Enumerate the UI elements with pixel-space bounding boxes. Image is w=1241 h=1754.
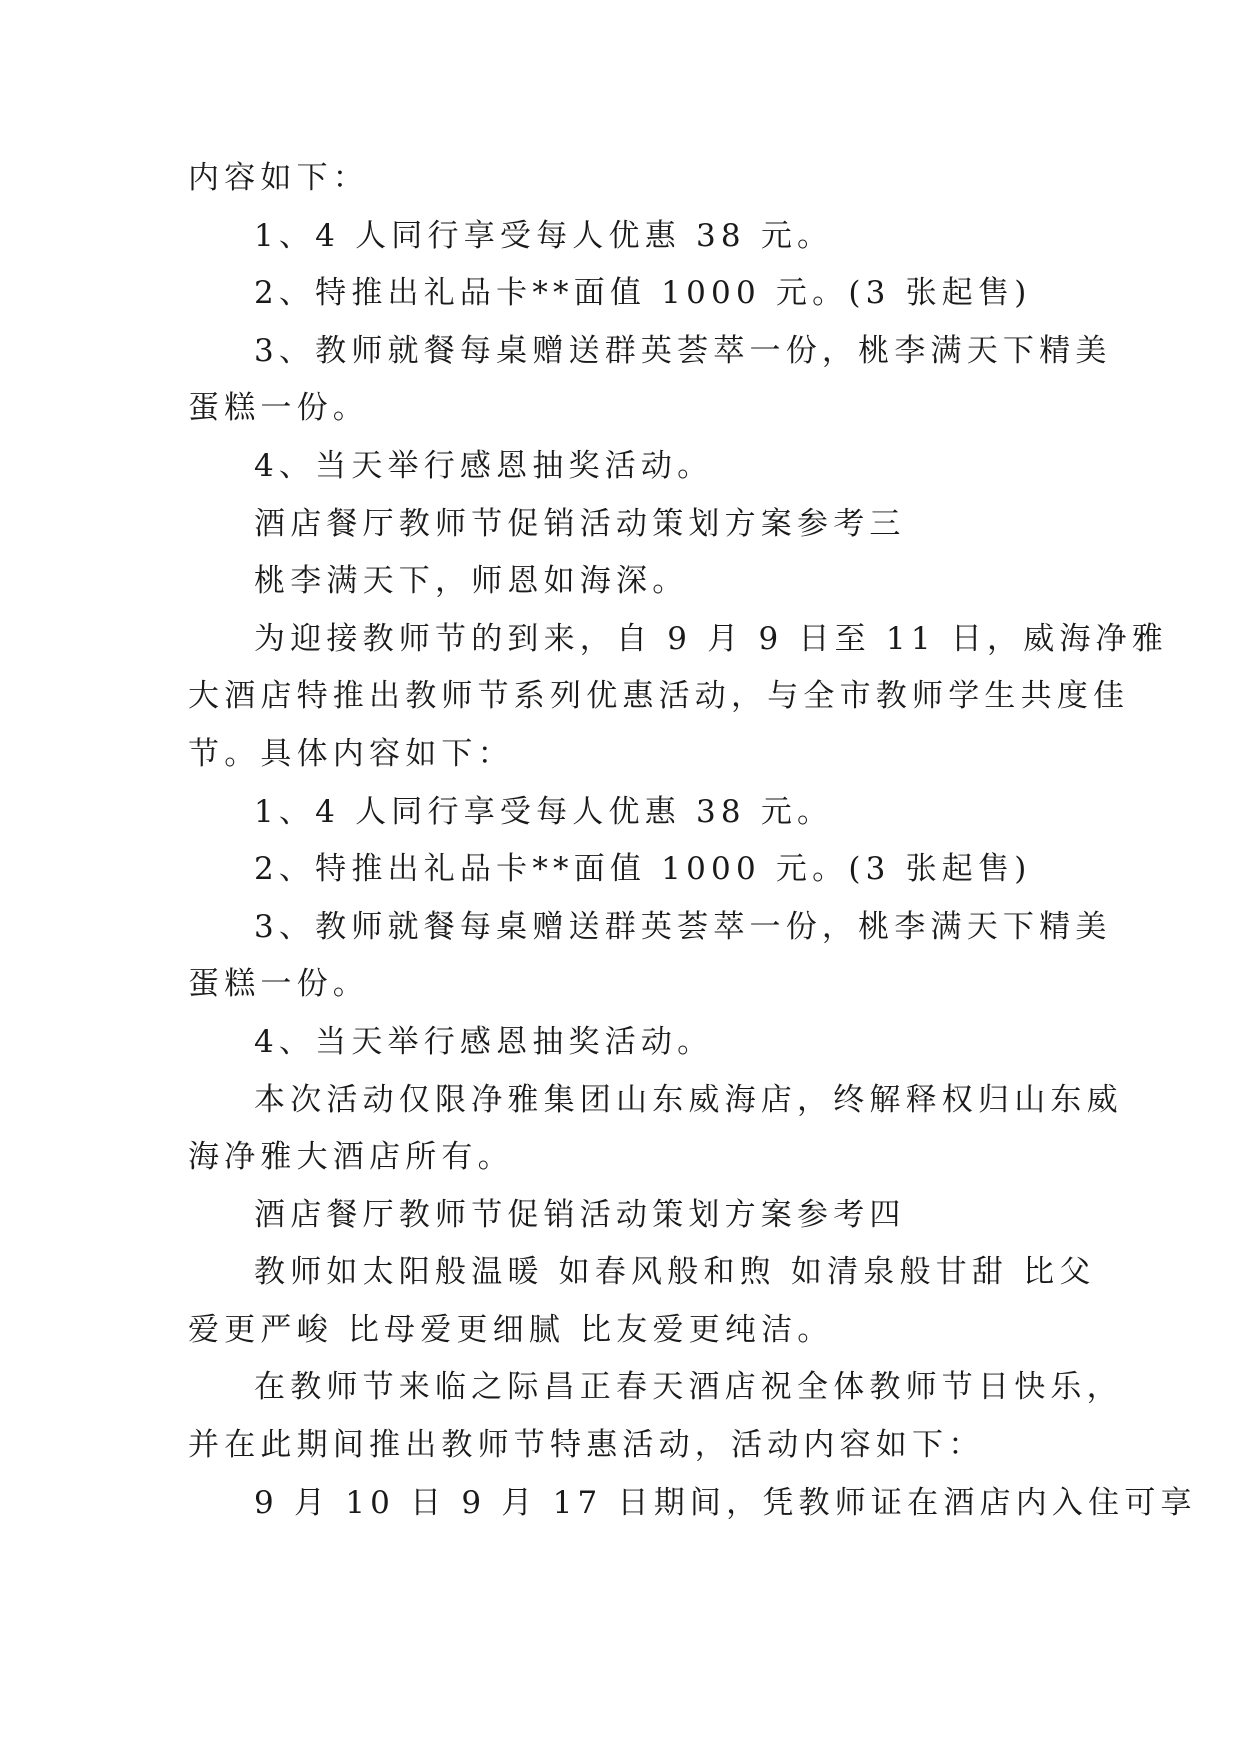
list-item-3: 3、教师就餐每桌赠送群英荟萃一份，桃李满天下精美 <box>254 908 1112 945</box>
section-heading: 酒店餐厅教师节促销活动策划方案参考四 <box>254 1196 906 1233</box>
list-item-2: 2、特推出礼品卡**面值 1000 元。(3 张起售) <box>254 851 1032 888</box>
paragraph: 9 月 10 日 9 月 17 日期间，凭教师证在酒店内入住可享 <box>254 1484 1197 1521</box>
document-page <box>188 150 1197 1532</box>
paragraph-continued: 节。具体内容如下： <box>188 735 514 772</box>
paragraph: 在教师节来临之际昌正春天酒店祝全体教师节日快乐， <box>254 1369 1123 1406</box>
list-item-3-continued: 蛋糕一份。 <box>188 390 369 427</box>
paragraph: 为迎接教师节的到来，自 9 月 9 日至 11 日，威海净雅 <box>254 620 1169 657</box>
list-item-3-continued: 蛋糕一份。 <box>188 966 369 1003</box>
paragraph: 桃李满天下，师恩如海深。 <box>254 563 689 600</box>
list-item-2: 2、特推出礼品卡**面值 1000 元。(3 张起售) <box>254 275 1032 312</box>
text-line: 内容如下： <box>188 160 369 196</box>
list-item-1: 1、4 人同行享受每人优惠 38 元。 <box>254 793 834 830</box>
paragraph: 本次活动仅限净雅集团山东威海店，终解释权归山东威 <box>254 1081 1123 1118</box>
paragraph: 教师如太阳般温暖 如春风般和煦 如清泉般甘甜 比父 <box>254 1254 1096 1291</box>
list-item-1: 1、4 人同行享受每人优惠 38 元。 <box>254 217 834 254</box>
paragraph-continued: 爱更严峻 比母爱更细腻 比友爱更纯洁。 <box>188 1311 834 1348</box>
paragraph-continued: 并在此期间推出教师节特惠活动，活动内容如下： <box>188 1427 985 1464</box>
list-item-3: 3、教师就餐每桌赠送群英荟萃一份，桃李满天下精美 <box>254 332 1112 369</box>
list-item-4: 4、当天举行感恩抽奖活动。 <box>254 447 714 484</box>
section-heading: 酒店餐厅教师节促销活动策划方案参考三 <box>254 505 906 542</box>
paragraph-continued: 海净雅大酒店所有。 <box>188 1139 514 1176</box>
paragraph-continued: 大酒店特推出教师节系列优惠活动，与全市教师学生共度佳 <box>188 678 1130 715</box>
list-item-4: 4、当天举行感恩抽奖活动。 <box>254 1023 714 1060</box>
